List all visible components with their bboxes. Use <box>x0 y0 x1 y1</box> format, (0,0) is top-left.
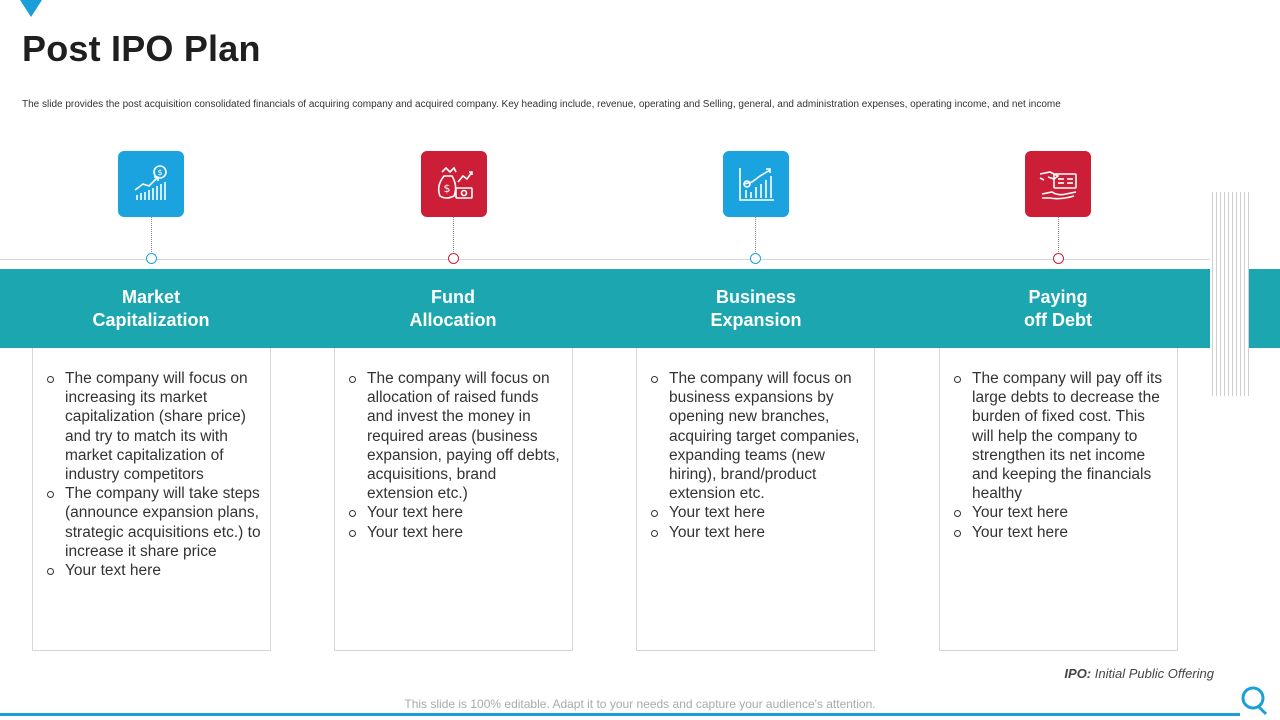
timeline-line <box>0 259 1210 260</box>
money-bag-icon <box>421 151 487 217</box>
timeline-dot <box>750 253 761 264</box>
bottom-accent-line <box>0 713 1240 716</box>
svg-text:$: $ <box>443 182 451 195</box>
list-item: The company will pay off its large debts to decrease the burden of fixed cost. This will help the company to strengthen its net income and keeping the financials healthy <box>953 369 1169 503</box>
page-title: Post IPO Plan <box>22 28 261 69</box>
column-title-market-capitalization: Market Capitalization <box>92 287 210 330</box>
connector-line <box>453 217 454 254</box>
card-business-expansion <box>636 348 875 651</box>
timeline-dot <box>448 253 459 264</box>
column-title-fund-allocation: Fund Allocation <box>409 287 497 330</box>
decorative-stripes <box>1212 192 1249 396</box>
list-item: Your text here <box>348 503 564 522</box>
page-subtitle: The slide provides the post acquisition consolidated financials of acquiring company and acquired company. Key heading include, revenue, operating and Selling, general, and administration expenses, operating income, and net income <box>22 99 1061 110</box>
list-item: The company will take steps (announce expansion plans, strategic acquisitions etc.) to increase it share price <box>46 484 262 561</box>
card-fund-allocation <box>334 348 573 651</box>
connector-line <box>755 217 756 254</box>
list-item: Your text here <box>46 561 262 580</box>
card-paying-off-debt <box>939 348 1178 651</box>
svg-text:$: $ <box>157 168 163 177</box>
timeline-dot <box>146 253 157 264</box>
money-growth-chart-icon <box>118 151 184 217</box>
editable-note: This slide is 100% editable. Adapt it to your needs and capture your audience's attention. <box>404 697 876 711</box>
corner-triangle <box>20 0 42 17</box>
hand-payment-icon <box>1025 151 1091 217</box>
column-title-paying-off-debt: Paying off Debt <box>1024 287 1092 330</box>
list-item: Your text here <box>650 523 866 542</box>
list-item: Your text here <box>953 503 1169 522</box>
connector-line <box>1058 217 1059 254</box>
connector-line <box>151 217 152 254</box>
list-item: The company will focus on allocation of raised funds and invest the money in required areas (business expansion, paying off debts, acquisitions, brand extension etc.) <box>348 369 564 503</box>
growth-chart-icon <box>723 151 789 217</box>
card-market-capitalization <box>32 348 271 651</box>
footnote: IPO: Initial Public Offering <box>1064 666 1214 681</box>
brand-logo-icon <box>1238 684 1270 716</box>
list-item: Your text here <box>348 523 564 542</box>
list-item: Your text here <box>953 523 1169 542</box>
column-title-business-expansion: Business Expansion <box>710 287 802 330</box>
heading-band-end <box>1249 269 1280 348</box>
list-item: Your text here <box>650 503 866 522</box>
timeline-dot <box>1053 253 1064 264</box>
list-item: The company will focus on business expansions by opening new branches, acquiring target companies, expanding teams (new hiring), brand/product extension etc. <box>650 369 866 503</box>
list-item: The company will focus on increasing its market capitalization (share price) and try to match its with market capitalization of industry competitors <box>46 369 262 484</box>
